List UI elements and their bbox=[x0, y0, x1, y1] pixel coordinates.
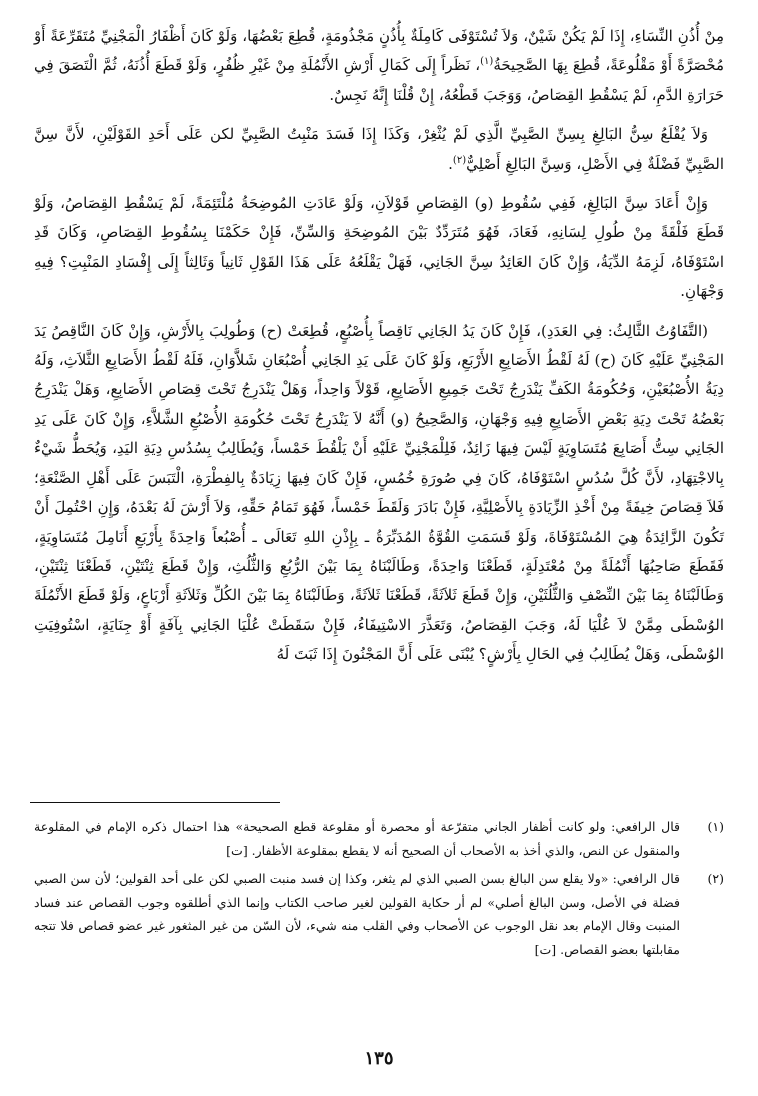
paragraph-text: وَإِنْ أَعَادَ سِنَّ البَالِغِ، فَفِي سُقُوطِ (و) القِصَاصِ قَوْلاَنِ، وَلَوْ عَادَتِ المُوضِحَةُ مُلْتَئِمَةً، لَمْ يَسْقُطِ القِصَاصُ، وَلَوْ قَطَعَ فَلْقَةً مِنْ طُولِ لِسَانِهِ، فَعَادَ، فَهُوَ مُتَرَدِّدٌ بَيْنَ المُوضِحَةِ وَالسِّنِّ، فَإِنْ حَكَمْنَا بِسُقُوطِ القِصَاصِ، وَكَانَ قَدِ اسْتَوْفَاهُ، لَزِمَهُ الدِّيَةُ، وَإِنْ كَانَ العَائِدُ سِنَّ الجَانِي، فَهَلْ يَقْلَعُهُ عَلَى هَذَا القَوْلِ ثَانِياً وَثَالِثاً إِلَى إِفْسَادِ المَنْبِتِ؟ فِيهِ وَجْهَانِ. bbox=[34, 194, 724, 301]
paragraph-text: ، نَظَراً إِلَى كَمَالِ أَرْشِ الأَنْمُلَةِ مِنْ غَيْرِ ظُفُرٍ، وَلَوْ قَطَعَ أُذُنَهُ، ثُمَّ الْتَصَقَ فِي حَرَارَةِ الدَّمِ، لَمْ يَسْقُطِ القِصَاصُ، وَوَجَبَ قَطْعُهُ، إِنْ قُلْنَا إِنَّهُ نَجِسٌ. bbox=[34, 56, 724, 104]
footnote-ref: (١) bbox=[480, 56, 494, 68]
paragraph-text: وَلاَ يُقْلَعُ سِنُّ البَالِغِ بِسِنِّ الصَّبِيِّ الَّذِي لَمْ يُثْغِرْ، وَكَذَا إِذَا فَسَدَ مَنْبِتُ الصَّبِيِّ لكن عَلَى أَحَدِ القَوْلَيْنِ، لأَنَّ سِنَّ الصَّبِيِّ فَضْلَةٌ فِي الأَصْلِ، وَسِنَّ البَالِغِ أَصْلِيٌّ bbox=[34, 125, 724, 173]
paragraph bbox=[34, 120, 724, 179]
footnote-ref: (٢) bbox=[452, 154, 467, 166]
footnote-text: قال الرافعي: ولو كانت أظفار الجاني متقرّعة أو محصرة أو مقلوعة قطع الصحيحة» هذا احتمال ذكره الإمام في المقلوعة والمنقول عن النص، والذي أخذ به الأصحاب أن الصحيح أنه لا يقطع بمقلوعة الأظفار. [ت] bbox=[34, 819, 680, 858]
footnote bbox=[34, 815, 724, 862]
page-number: ١٣٥ bbox=[364, 1048, 394, 1069]
footnote-divider bbox=[30, 802, 280, 803]
paragraph-text: . bbox=[448, 154, 453, 173]
footnotes bbox=[34, 815, 724, 966]
paragraph bbox=[34, 189, 724, 307]
paragraph-text: مِنْ أُذُنِ النِّسَاءِ، إِذَا لَمْ يَكُنْ شَيْنٌ، وَلاَ تُسْتَوْفَى كَامِلَةٌ بِأُذُنٍ مَجْذُومَةٍ، قُطِعَ بَعْضُهَا، وَلَوْ كَانَ أَظْفَارُ الْمَجْنِيِّ مُتَقَرِّعَةً أَوْ مُحْصَرَّةً أَوْ مَقْلُوعَةً، قُطِعَ بِهَا الصَّحِيحَةُ bbox=[34, 27, 724, 75]
footnote-text: قال الرافعي: «ولا يقلع سن البالغ بسن الصبي الذي لم يثغر، وكذا إن فسد منبت الصبي لكن على أحد القولين؛ لأن سن الصبي فضلة في الأصل، وسن البالغ أصلي» لم أر حكاية القولين لغير صاحب الكتاب وإنما الذي أطلقوه وجوب القصاص عند فساد المنبت وقال الإمام بعد نقل الوجوب عن الأصحاب وفي القلب منه شيء، لأن السّن من غير المثغور غير عضو قصاص فلا تتجه مقابلتها بعضو القصاص. [ت] bbox=[34, 871, 680, 957]
paragraph-text: (التَّفَاوُتُ الثَّالِثُ: فِي العَدَدِ)، فَإِنْ كَانَ يَدُ الجَانِي نَاقِصاً بِأُصْبُعٍ، قُطِعَتْ (ح) وَطُولِبَ بِالأَرْشِ، وَإِنْ كَانَ النَّاقِصُ يَدَ المَجْنِيِّ عَلَيْهِ كَانَ (ح) لَهُ لَقْطُ الأَصَابِعِ الأَرْبَعِ، وَلَوْ كَانَ عَلَى يَدِ الجَانِي أُصْبُعَانِ شَلاَّوَانِ، فَلَهُ لَقْطُ الأَصَابِعِ الثَّلاَثِ، وَلَهُ دِيَةُ الأُصْبُعَيْنِ، وَحُكُومَةُ الكَفِّ يَنْدَرِجُ تَحْتَ جَمِيعِ الأَصَابِعِ، قَوْلاً وَاحِداً، وَهَلْ يَنْدَرِجُ تَحْتَ قِصَاصِ الأَصَابِعِ، وَهَلْ يَنْدَرِجُ بَعْضُهُ تَحْتَ دِيَةِ بَعْضِ الأَصَابِعِ فِيهِ وَجْهَانِ، وَالصَّحِيحُ (و) أَنَّهُ لاَ يَنْدَرِجُ تَحْتَ حُكُومَةِ الأُصْبُعِ الشَّلاَّءِ، وَإِنْ كَانَ عَلَى يَدِ الجَانِي سِتُّ أَصَابِعَ مُتَسَاوِيَةٍ لَيْسَ فِيهَا زَائِدٌ، فَلِلْمَجْنِيِّ عَلَيْهِ أَنْ يَلْقُطَ خَمْساً، وَيُطَالِبُ بِسُدُسِ دِيَةِ اليَدِ، وَيُحَطُّ شَيْءٌ بِالاجْتِهَادِ، لأَنَّ كُلَّ سُدُسٍ اسْتَوْفَاهُ، كَانَ فِي صُورَةِ خُمُسٍ، فَإِنْ كَانَ فِيهَا زِيَادَةٌ بِالفِطْرَةِ، الْتَبَسَ عَلَى أَهْلِ الصَّنْعَةِ؛ فَلاَ قِصَاصَ خِيفَةً مِنْ أَخْذِ الزِّيَادَةِ بِالأَصْلِيَّةِ، فَإِنْ بَادَرَ وَلَقَطَ خَمْساً، فَهُوَ تَمَامُ حَقِّهِ، وَلاَ أَرْشَ لَهُ بَعْدَهُ، وَإِنِ احْتُمِلَ أَنْ تَكُونَ الزَّائِدَةُ هِيَ المُسْتَوْفَاةَ، وَلَوْ قَسَمَتِ القُوَّةُ المُدَبِّرَةُ ـ بِإِذْنِ اللهِ تَعَالَى ـ أُصْبُعاً وَاحِدَةً بِأَرْبَعِ أَنَامِلَ مُتَسَاوِيَةٍ، فَقَطَعَ صَاحِبُهَا أَنْمُلَةً مِنْ مُعْتَدِلَةٍ، قَطَعْنَا وَاحِدَةً، وَطَالَبْنَاهُ بِمَا بَيْنَ الرُّبُعِ وَالثُّلُثِ، وَإِنْ قَطَعَ ثِنْتَيْنِ، قَطَعْنَا ثِنْتَيْنِ، وَطَالَبْنَاهُ بِمَا بَيْنَ النِّصْفِ وَالثُّلُثَيْنِ، وَإِنْ قَطَعَ ثَلاَثَةً، قَطَعْنَا ثَلاَثَةً، وَطَالَبْنَاهُ بِمَا بَيْنَ الكُلِّ وَثَلاَثَةِ أَرْبَاعٍ، وَلَوْ قَطَعَ الأَنْمُلَةَ الوُسْطَى مِمَّنْ لاَ عُلْيَا لَهُ، وَجَبَ القِصَاصُ، وَتَعَذَّرَ الاسْتِيفَاءُ، فَإِنْ سَقَطَتْ عُلْيَا الجَانِي بِآفَةٍ أَوْ جِنَايَةٍ، اسْتُوفِيَتِ الوُسْطَى، وَهَلْ يُطَالِبُ فِي الحَالِ بِأَرْشٍ؟ يُبْنَى عَلَى أَنَّ المَجْنُونَ إِذَا ثَبَتَ لَهُ bbox=[34, 321, 724, 664]
footnote bbox=[34, 867, 724, 961]
paragraph bbox=[34, 22, 724, 110]
footnote-number: (١) bbox=[707, 819, 724, 834]
footnote-number: (٢) bbox=[707, 871, 724, 886]
paragraph bbox=[34, 317, 724, 670]
main-text bbox=[34, 22, 724, 680]
